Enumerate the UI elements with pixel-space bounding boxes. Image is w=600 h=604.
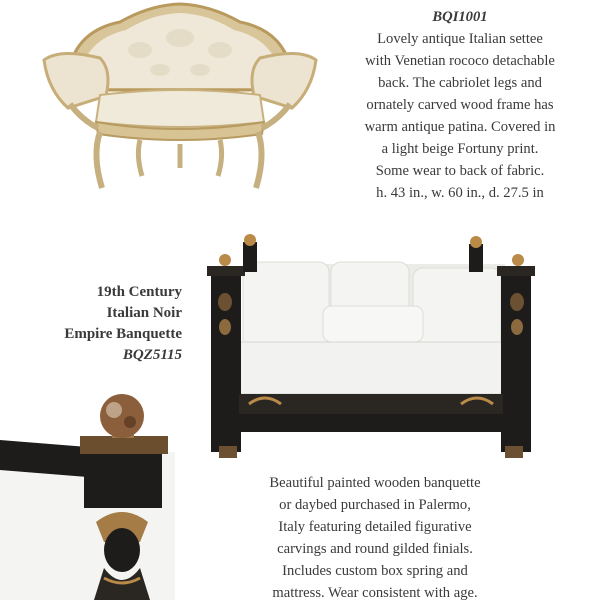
banquette-desc-line: carvings and round gilded finials. — [277, 541, 473, 557]
settee-desc-line: warm antique patina. Covered in — [364, 119, 556, 135]
banquette-title-line: Italian Noir — [106, 305, 182, 321]
banquette-code: BQZ5115 — [122, 347, 182, 363]
banquette-title-line: Empire Banquette — [64, 326, 182, 342]
finial-detail-image — [0, 392, 175, 600]
banquette-title-line: 19th Century — [96, 284, 182, 300]
settee-desc-line: back. The cabriolet legs and — [378, 75, 542, 91]
settee-image — [40, 0, 320, 195]
settee-dimensions: h. 43 in., w. 60 in., d. 27.5 in — [376, 185, 544, 201]
banquette-image — [205, 232, 545, 464]
banquette-desc-line: mattress. Wear consistent with age. — [272, 585, 478, 601]
settee-code: BQI1001 — [432, 9, 488, 25]
banquette-desc-line: Italy featuring detailed figurative — [278, 519, 472, 535]
banquette-desc-line: or daybed purchased in Palermo, — [279, 497, 471, 513]
settee-desc-line: ornately carved wood frame has — [366, 97, 554, 113]
banquette-title — [20, 282, 182, 366]
settee-desc-line: a light beige Fortuny print. — [381, 141, 539, 157]
banquette-desc-line: Includes custom box spring and — [282, 563, 468, 579]
banquette-description — [240, 472, 510, 604]
settee-desc-line: Some wear to back of fabric. — [375, 163, 545, 179]
settee-desc-line: with Venetian rococo detachable — [365, 53, 555, 69]
banquette-desc-line: Beautiful painted wooden banquette — [269, 475, 481, 491]
settee-description — [330, 6, 590, 204]
settee-desc-line: Lovely antique Italian settee — [377, 31, 543, 47]
